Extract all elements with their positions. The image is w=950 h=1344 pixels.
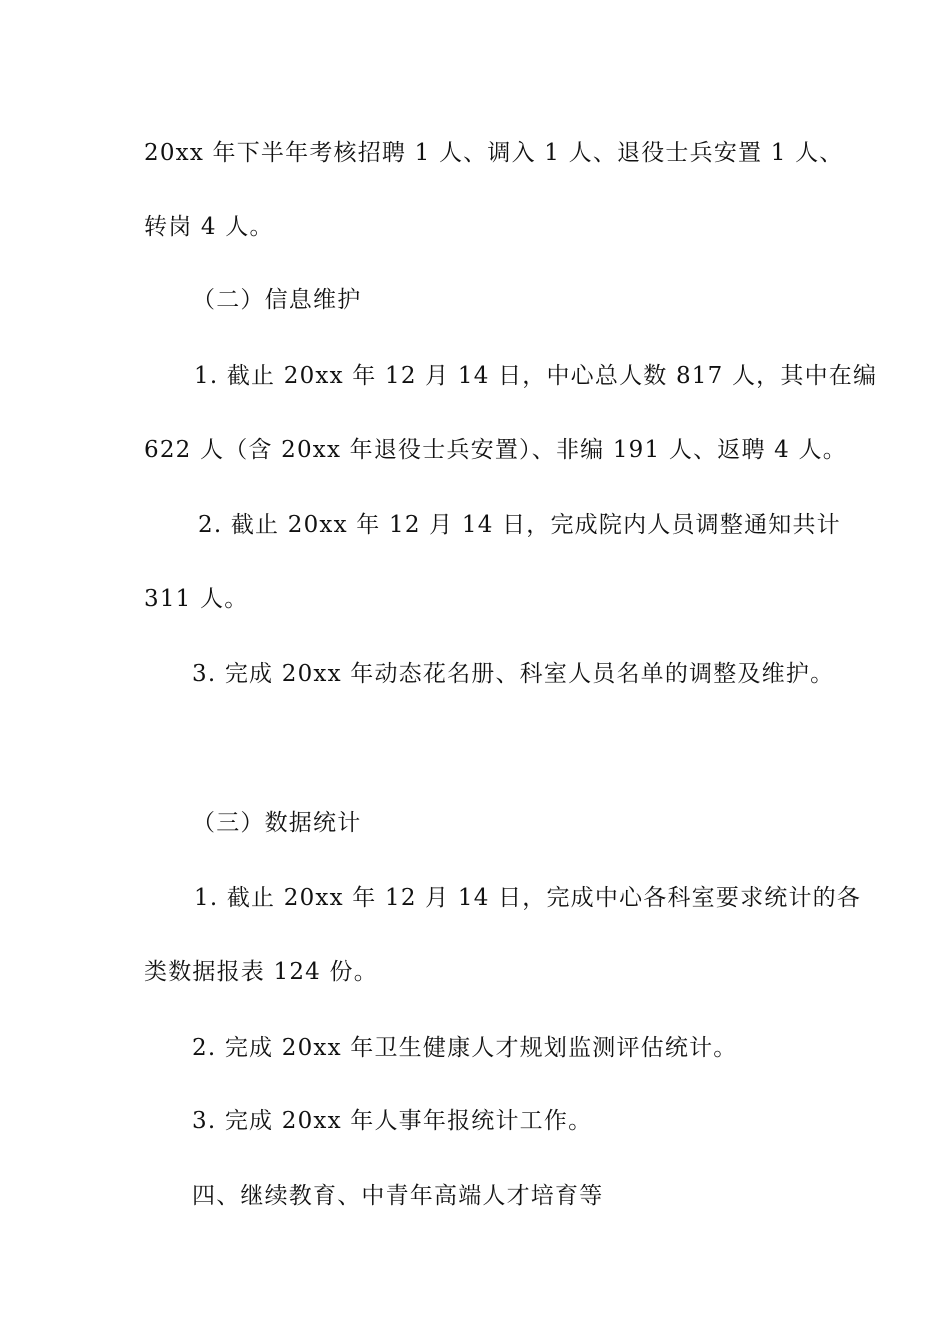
section-heading-continuing-education: 四、继续教育、中青年高端人才培育等 [192, 1183, 604, 1209]
section-heading-info-maintenance: （二）信息维护 [192, 287, 362, 313]
paragraph-line-6: 2. 截止 20xx 年 12 月 14 日，完成院内人员调整通知共计 [198, 512, 841, 538]
section-heading-data-statistics: （三）数据统计 [192, 810, 362, 836]
paragraph-line-1: 20xx 年下半年考核招聘 1 人、调入 1 人、退役士兵安置 1 人、 [144, 140, 844, 166]
paragraph-line-13: 3. 完成 20xx 年人事年报统计工作。 [192, 1108, 593, 1134]
paragraph-line-4: 1. 截止 20xx 年 12 月 14 日，中心总人数 817 人，其中在编 [194, 363, 878, 389]
paragraph-line-11: 类数据报表 124 份。 [144, 959, 378, 985]
paragraph-line-2: 转岗 4 人。 [144, 214, 274, 240]
paragraph-line-10: 1. 截止 20xx 年 12 月 14 日，完成中心各科室要求统计的各 [194, 885, 862, 911]
paragraph-line-7: 311 人。 [144, 586, 249, 612]
paragraph-line-12: 2. 完成 20xx 年卫生健康人才规划监测评估统计。 [192, 1035, 738, 1061]
paragraph-line-5: 622 人（含 20xx 年退役士兵安置）、非编 191 人、返聘 4 人。 [144, 437, 847, 463]
paragraph-line-8: 3. 完成 20xx 年动态花名册、科室人员名单的调整及维护。 [192, 661, 835, 687]
